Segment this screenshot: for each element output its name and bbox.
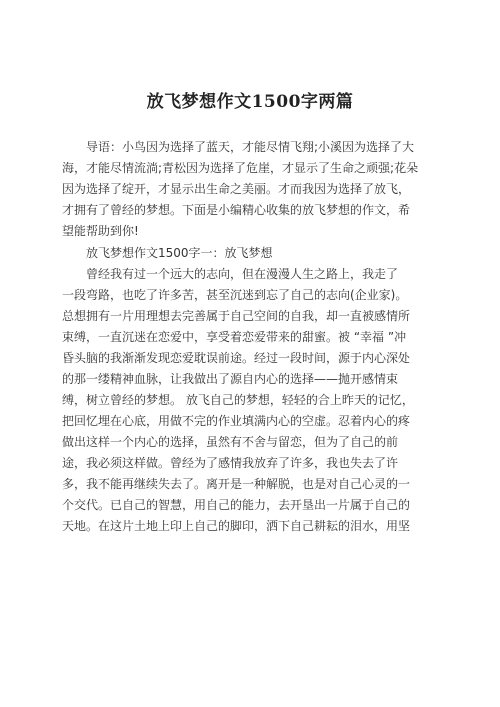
paragraph-line: 途，我必须这样做。曾经为了感情我放弃了许多，我也失去了许 (62, 456, 399, 470)
paragraph-line: 昏头脑的我渐渐发现恋爱耽误前途。经过一段时间，源于内心深处 (62, 351, 411, 365)
paragraph-line: 的那一缕精神血脉，让我做出了源自内心的选择——抛开感情束 (62, 372, 399, 386)
paragraph-line: 个交代。已自己的智慧，用自己的能力，去开垦出一片属于自己的 (62, 498, 411, 512)
paragraph-line: 因为选择了绽开，才显示出生命之美丽。才而我因为选择了放飞， (62, 182, 411, 196)
page-title: 放飞梦想作文1500字两篇 (146, 92, 354, 112)
article-body (62, 137, 438, 537)
paragraph-line: 曾经我有过一个远大的志向，但在漫漫人生之路上，我走了 (86, 267, 399, 281)
paragraph-line: 导语：小鸟因为选择了蓝天，才能尽情飞翔;小溪因为选择了大 (86, 140, 415, 154)
paragraph-line: 多，我不能再继续失去了。离开是一种解脱，也是对自己心灵的一 (62, 477, 411, 491)
intro-paragraph (62, 137, 438, 242)
paragraph-line: 海，才能尽情流淌;青松因为选择了危崖，才显示了生命之顽强;花朵 (62, 161, 419, 175)
paragraph-line: 天地。在这片土地上印上自己的脚印，洒下自己耕耘的泪水，用坚 (62, 519, 411, 533)
paragraph-line: 把回忆埋在心底，用做不完的作业填满内心的空虚。忍着内心的疼 (62, 414, 411, 428)
paragraph-line: 束缚，一直沉迷在恋爱中，享受着恋爱带来的甜蜜。被 “幸福 ”冲 (62, 330, 407, 344)
section-heading: 放飞梦想作文1500字一：放飞梦想 (86, 246, 273, 260)
section-paragraph (62, 264, 438, 537)
paragraph-line: 一段弯路，也吃了许多苦，甚至沉迷到忘了自己的志向(企业家)。 (62, 288, 408, 302)
paragraph-line: 总想拥有一片用理想去完善属于自己空间的自我，却一直被感情所 (62, 309, 411, 323)
paragraph-line: 才拥有了曾经的梦想。下面是小编精心收集的放飞梦想的作文，希 (62, 203, 411, 217)
paragraph-line: 缚，树立曾经的梦想。 放飞自己的梦想，轻轻的合上昨天的记忆， (62, 393, 414, 407)
paragraph-line: 做出这样一个内心的选择，虽然有不舍与留恋，但为了自己的前 (62, 435, 399, 449)
paragraph-line: 望能帮助到你! (62, 224, 139, 238)
